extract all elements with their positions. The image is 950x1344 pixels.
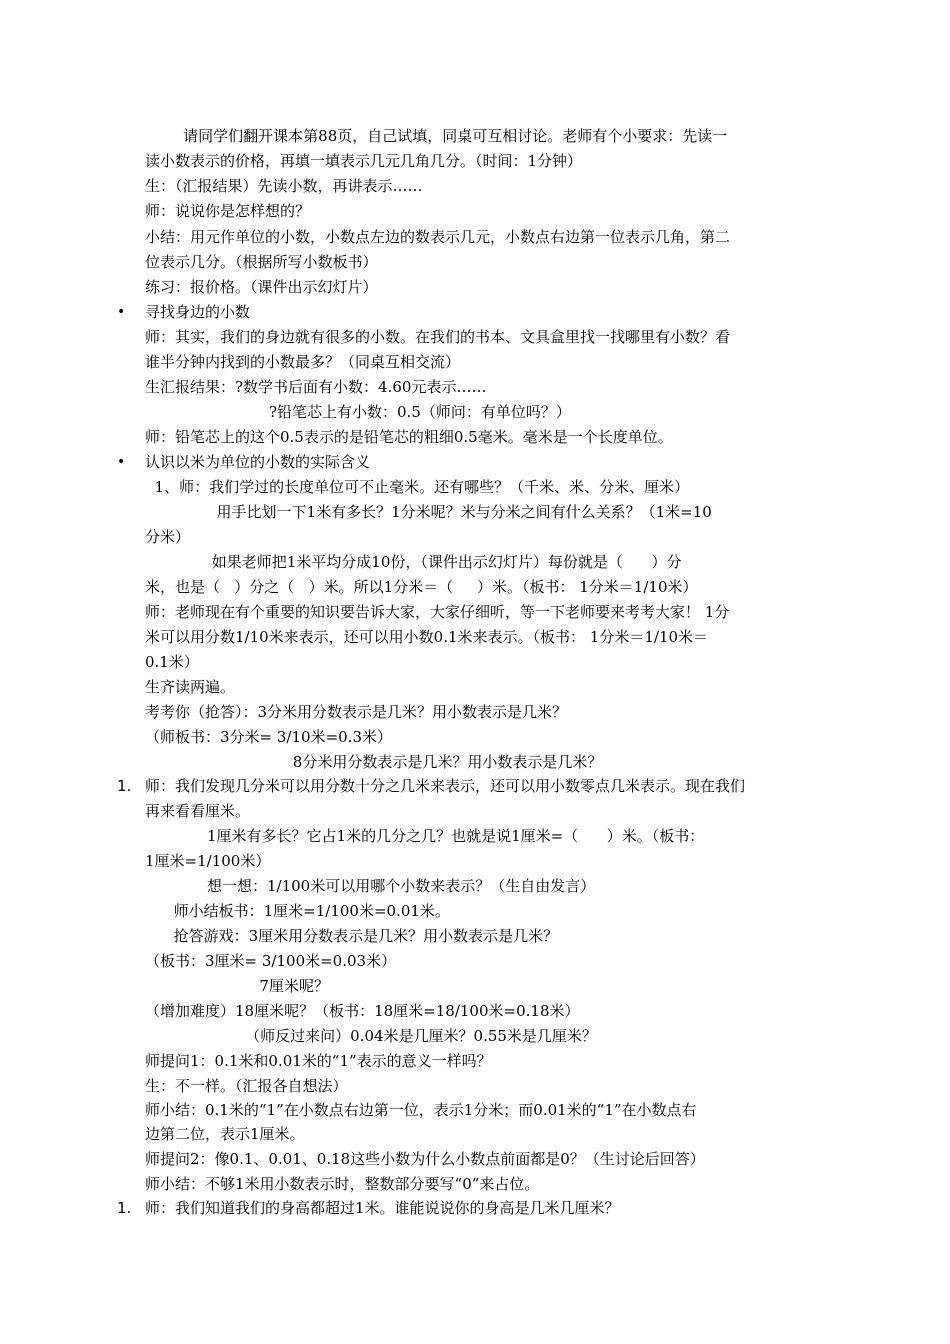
text-line: 师小结：0.1米的“1”在小数点右边第一位，表示1分米；而0.01米的“1”在小数点右 [145, 1101, 697, 1119]
text-line: 1、师：我们学过的长度单位可不止毫米。还有哪些？（千米、米、分米、厘米） [145, 478, 690, 496]
text-line: （师反过来问）0.04米是几厘米？0.55米是几厘米？ [145, 1027, 597, 1045]
text-line: （板书：3厘米= 3/100米=0.03米） [145, 952, 397, 970]
text-line: 师：说说你是怎样想的？ [145, 202, 311, 220]
text-line: 师：我们发现几分米可以用分数十分之几米来表示，还可以用小数零点几米表示。现在我们 [145, 777, 746, 795]
text-line: 米可以用分数1/10米来表示，还可以用小数0.1米来表示。（板书： 1分米＝1/10米＝ [145, 628, 709, 646]
text-line: 1厘米=1/100米） [145, 852, 271, 870]
text-line: 想一想：1/100米可以用哪个小数来表示？（生自由发言） [145, 877, 596, 895]
text-line: 7厘米呢？ [145, 977, 329, 995]
text-line: 师：我们知道我们的身高都超过1米。谁能说说你的身高是几米几厘米？ [145, 1199, 620, 1217]
text-line: 师：铅笔芯上的这个0.5表示的是铅笔芯的粗细0.5毫米。毫米是一个长度单位。 [145, 428, 673, 446]
text-line: 练习：报价格。（课件出示幻灯片） [145, 278, 378, 296]
text-line: 小结：用元作单位的小数，小数点左边的数表示几元，小数点右边第一位表示几角，第二 [145, 228, 731, 246]
text-line: 师小结板书：1厘米=1/100米=0.01米。 [145, 902, 450, 920]
text-line: 分米） [145, 528, 191, 546]
text-line: （师板书：3分米= 3/10米=0.3米） [145, 728, 392, 746]
text-line: 生：不一样。（汇报各自想法） [145, 1077, 348, 1095]
text-line: 寻找身边的小数 [145, 303, 251, 321]
text-line: 如果老师把1米平均分成10份，（课件出示幻灯片）每份就是（ ）分 [145, 553, 682, 571]
text-line: 请同学们翻开课本第88页，自己试填，同桌可互相讨论。老师有个小要求：先读一 [145, 127, 728, 145]
text-line: 生：（汇报结果）先读小数，再讲表示…… [145, 177, 423, 195]
text-line: 生齐读两遍。 [145, 678, 236, 696]
text-line: 8分米用分数表示是几米？用小数表示是几米？ [145, 753, 603, 771]
text-line: 生汇报结果：?数学书后面有小数：4.60元表示…… [145, 378, 487, 396]
text-line: 师提问1：0.1米和0.01米的“1”表示的意义一样吗？ [145, 1052, 492, 1070]
text-line: （增加难度）18厘米呢？（板书：18厘米=18/100米=0.18米） [145, 1002, 580, 1020]
text-line: 师：其实，我们的身边就有很多的小数。在我们的书本、文具盒里找一找哪里有小数？看 [145, 328, 731, 346]
text-line: 位表示几分。（根据所写小数板书） [145, 253, 378, 271]
text-line: 读小数表示的价格，再填一填表示几元几角几分。（时间：1分钟） [145, 152, 583, 170]
text-line: 1厘米有多长？它占1米的几分之几？也就是说1厘米=（ ）米。（板书： [145, 827, 705, 845]
text-line: 再来看看厘米。 [145, 802, 251, 820]
text-line: 边第二位，表示1厘米。 [145, 1125, 305, 1143]
text-line: 0.1米） [145, 653, 199, 671]
bullet-marker: • [117, 304, 126, 320]
text-line: 米，也是（ ）分之（ ）米。所以1分米＝（ ）米。（板书： 1分米＝1/10米） [145, 578, 698, 596]
bullet-marker: • [117, 454, 126, 470]
text-line: 认识以米为单位的小数的实际含义 [145, 453, 371, 471]
list-number: 1. [117, 777, 132, 795]
text-line: 师：老师现在有个重要的知识要告诉大家，大家仔细听，等一下老师要来考考大家！ 1分 [145, 603, 730, 621]
list-number: 1. [117, 1199, 132, 1217]
text-line: 用手比划一下1米有多长？1分米呢？米与分米之间有什么关系？（1米=10 [145, 503, 712, 521]
text-line: 师提问2：像0.1、0.01、0.18这些小数为什么小数点前面都是0？（生讨论后回答） [145, 1150, 705, 1168]
text-line: 谁半分钟内找到的小数最多？（同桌互相交流） [145, 353, 461, 371]
text-line: 师小结：不够1米用小数表示时，整数部分要写“0”来占位。 [145, 1175, 540, 1193]
text-line: 抢答游戏：3厘米用分数表示是几米？用小数表示是几米？ [145, 927, 559, 945]
text-line: ?铅笔芯上有小数：0.5（师问：有单位吗？） [145, 403, 571, 421]
text-line: 考考你（抢答）：3分米用分数表示是几米？用小数表示是几米？ [145, 703, 568, 721]
